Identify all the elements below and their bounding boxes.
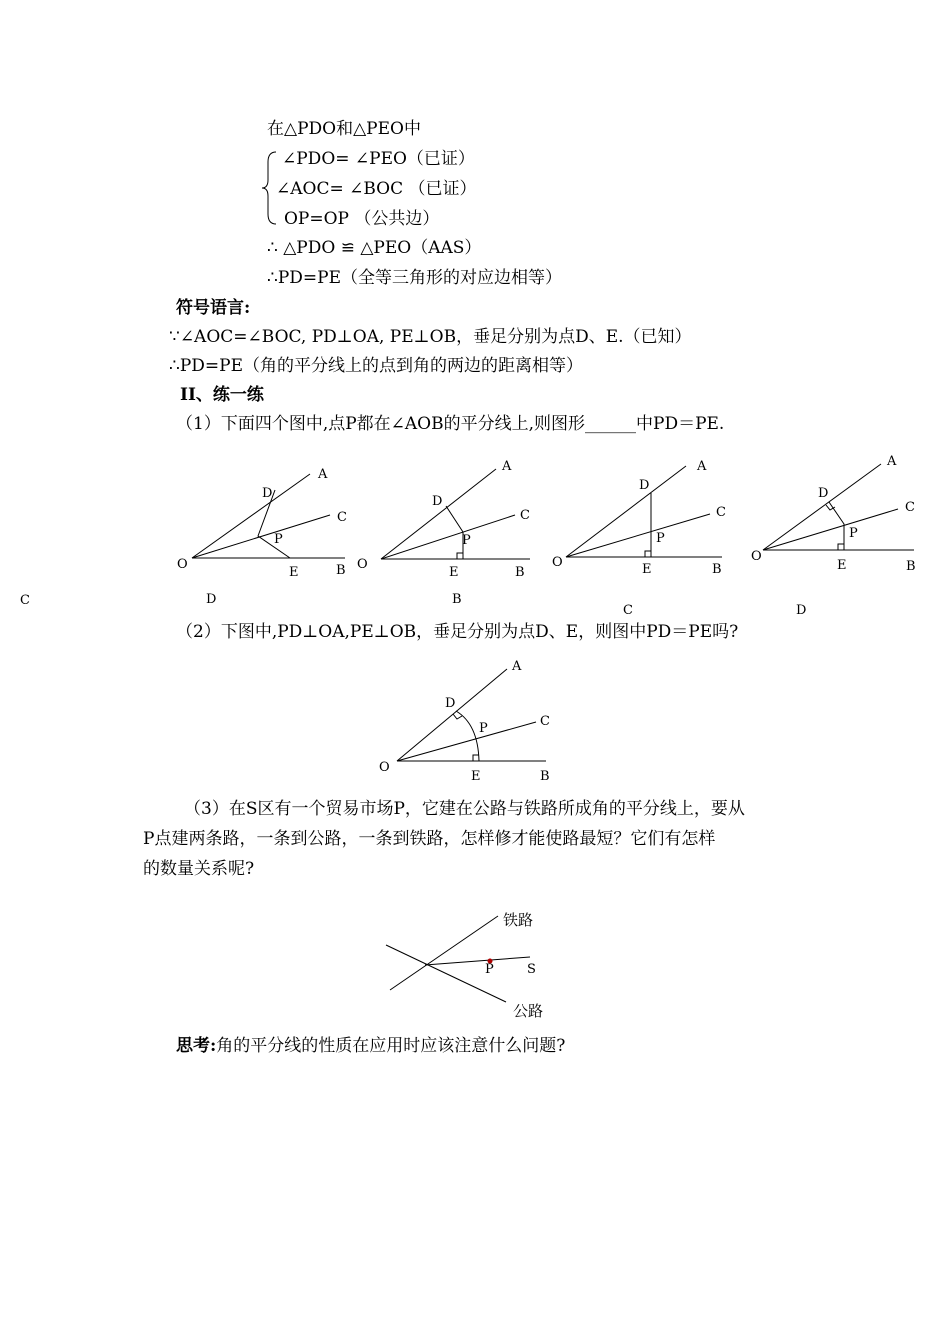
- svg-text:O: O: [751, 549, 762, 564]
- svg-text:P: P: [849, 526, 858, 541]
- question-3-line-3: 的数量关系呢?: [143, 859, 255, 879]
- question-3-line-2: P点建两条路，一条到公路，一条到铁路，怎样修才能使路最短？它们有怎样: [143, 829, 716, 849]
- svg-text:E: E: [837, 558, 847, 573]
- option-label-b: D: [206, 592, 217, 607]
- svg-text:B: B: [336, 563, 346, 578]
- svg-text:B: B: [906, 559, 916, 574]
- svg-text:E: E: [449, 565, 459, 580]
- svg-text:O: O: [379, 760, 390, 775]
- proof-line-3: OP=OP （公共边）: [284, 209, 440, 229]
- svg-text:P: P: [656, 531, 665, 546]
- proof-line-2: ∠AOC= ∠BOC （已证）: [276, 179, 477, 199]
- svg-text:D: D: [262, 486, 273, 501]
- svg-text:A: A: [697, 459, 707, 474]
- svg-text:B: B: [515, 565, 525, 580]
- svg-text:C: C: [520, 508, 530, 523]
- question-1: （1）下面四个图中,点P都在∠AOB的平分线上,则图形______中PD＝PE.: [176, 414, 725, 434]
- think-line: [176, 1038, 565, 1055]
- practice-heading: II、练一练: [180, 385, 264, 405]
- proof-line-1: ∠PDO= ∠PEO（已证）: [282, 149, 475, 169]
- think-label: 思考:: [176, 1036, 217, 1056]
- svg-text:P: P: [485, 962, 494, 977]
- svg-text:E: E: [289, 565, 299, 580]
- svg-text:P: P: [274, 532, 283, 547]
- svg-text:A: A: [512, 659, 522, 674]
- svg-text:D: D: [432, 494, 443, 509]
- option-label-e: D: [796, 603, 807, 618]
- svg-text:P: P: [462, 533, 471, 548]
- svg-text:A: A: [318, 467, 328, 482]
- svg-text:E: E: [642, 562, 652, 577]
- option-label-a: C: [20, 593, 30, 608]
- svg-text:O: O: [357, 557, 368, 572]
- svg-text:D: D: [445, 696, 456, 711]
- think-text: 角的平分线的性质在应用时应该注意什么问题?: [216, 1036, 566, 1056]
- svg-text:O: O: [177, 557, 188, 572]
- question-3-line-1: （3）在S区有一个贸易市场P，它建在公路与铁路所成角的平分线上，要从: [184, 799, 745, 819]
- svg-text:公路: 公路: [513, 1002, 544, 1020]
- option-label-d: C: [623, 603, 633, 618]
- proof-conclusion-1: ∴ △PDO ≌ △PEO（AAS）: [267, 238, 482, 258]
- svg-text:S: S: [527, 962, 536, 977]
- svg-text:D: D: [639, 478, 650, 493]
- proof-conclusion-2: ∴PD=PE（全等三角形的对应边相等）: [267, 268, 562, 288]
- symbolic-given: ∵∠AOC=∠BOC, PD⊥OA, PE⊥OB，垂足分别为点D、E.（已知）: [169, 327, 692, 347]
- symbolic-conclusion: ∴PD=PE（角的平分线上的点到角的两边的距离相等）: [169, 356, 583, 376]
- svg-text:C: C: [905, 500, 915, 515]
- svg-text:A: A: [887, 454, 897, 469]
- svg-text:C: C: [540, 714, 550, 729]
- svg-text:B: B: [712, 562, 722, 577]
- svg-text:C: C: [716, 505, 726, 520]
- svg-text:C: C: [337, 510, 347, 525]
- svg-text:B: B: [540, 769, 550, 784]
- svg-text:O: O: [552, 555, 563, 570]
- svg-text:铁路: 铁路: [503, 911, 534, 929]
- symbolic-heading: 符号语言:: [176, 298, 251, 318]
- svg-text:D: D: [818, 486, 829, 501]
- svg-text:P: P: [479, 721, 488, 736]
- option-label-c: B: [452, 592, 462, 607]
- proof-intro: 在△PDO和△PEO中: [267, 119, 421, 139]
- question-2: （2）下图中,PD⊥OA,PE⊥OB，垂足分别为点D、E，则图中PD＝PE吗?: [176, 622, 739, 642]
- svg-text:E: E: [471, 769, 481, 784]
- svg-text:A: A: [502, 459, 512, 474]
